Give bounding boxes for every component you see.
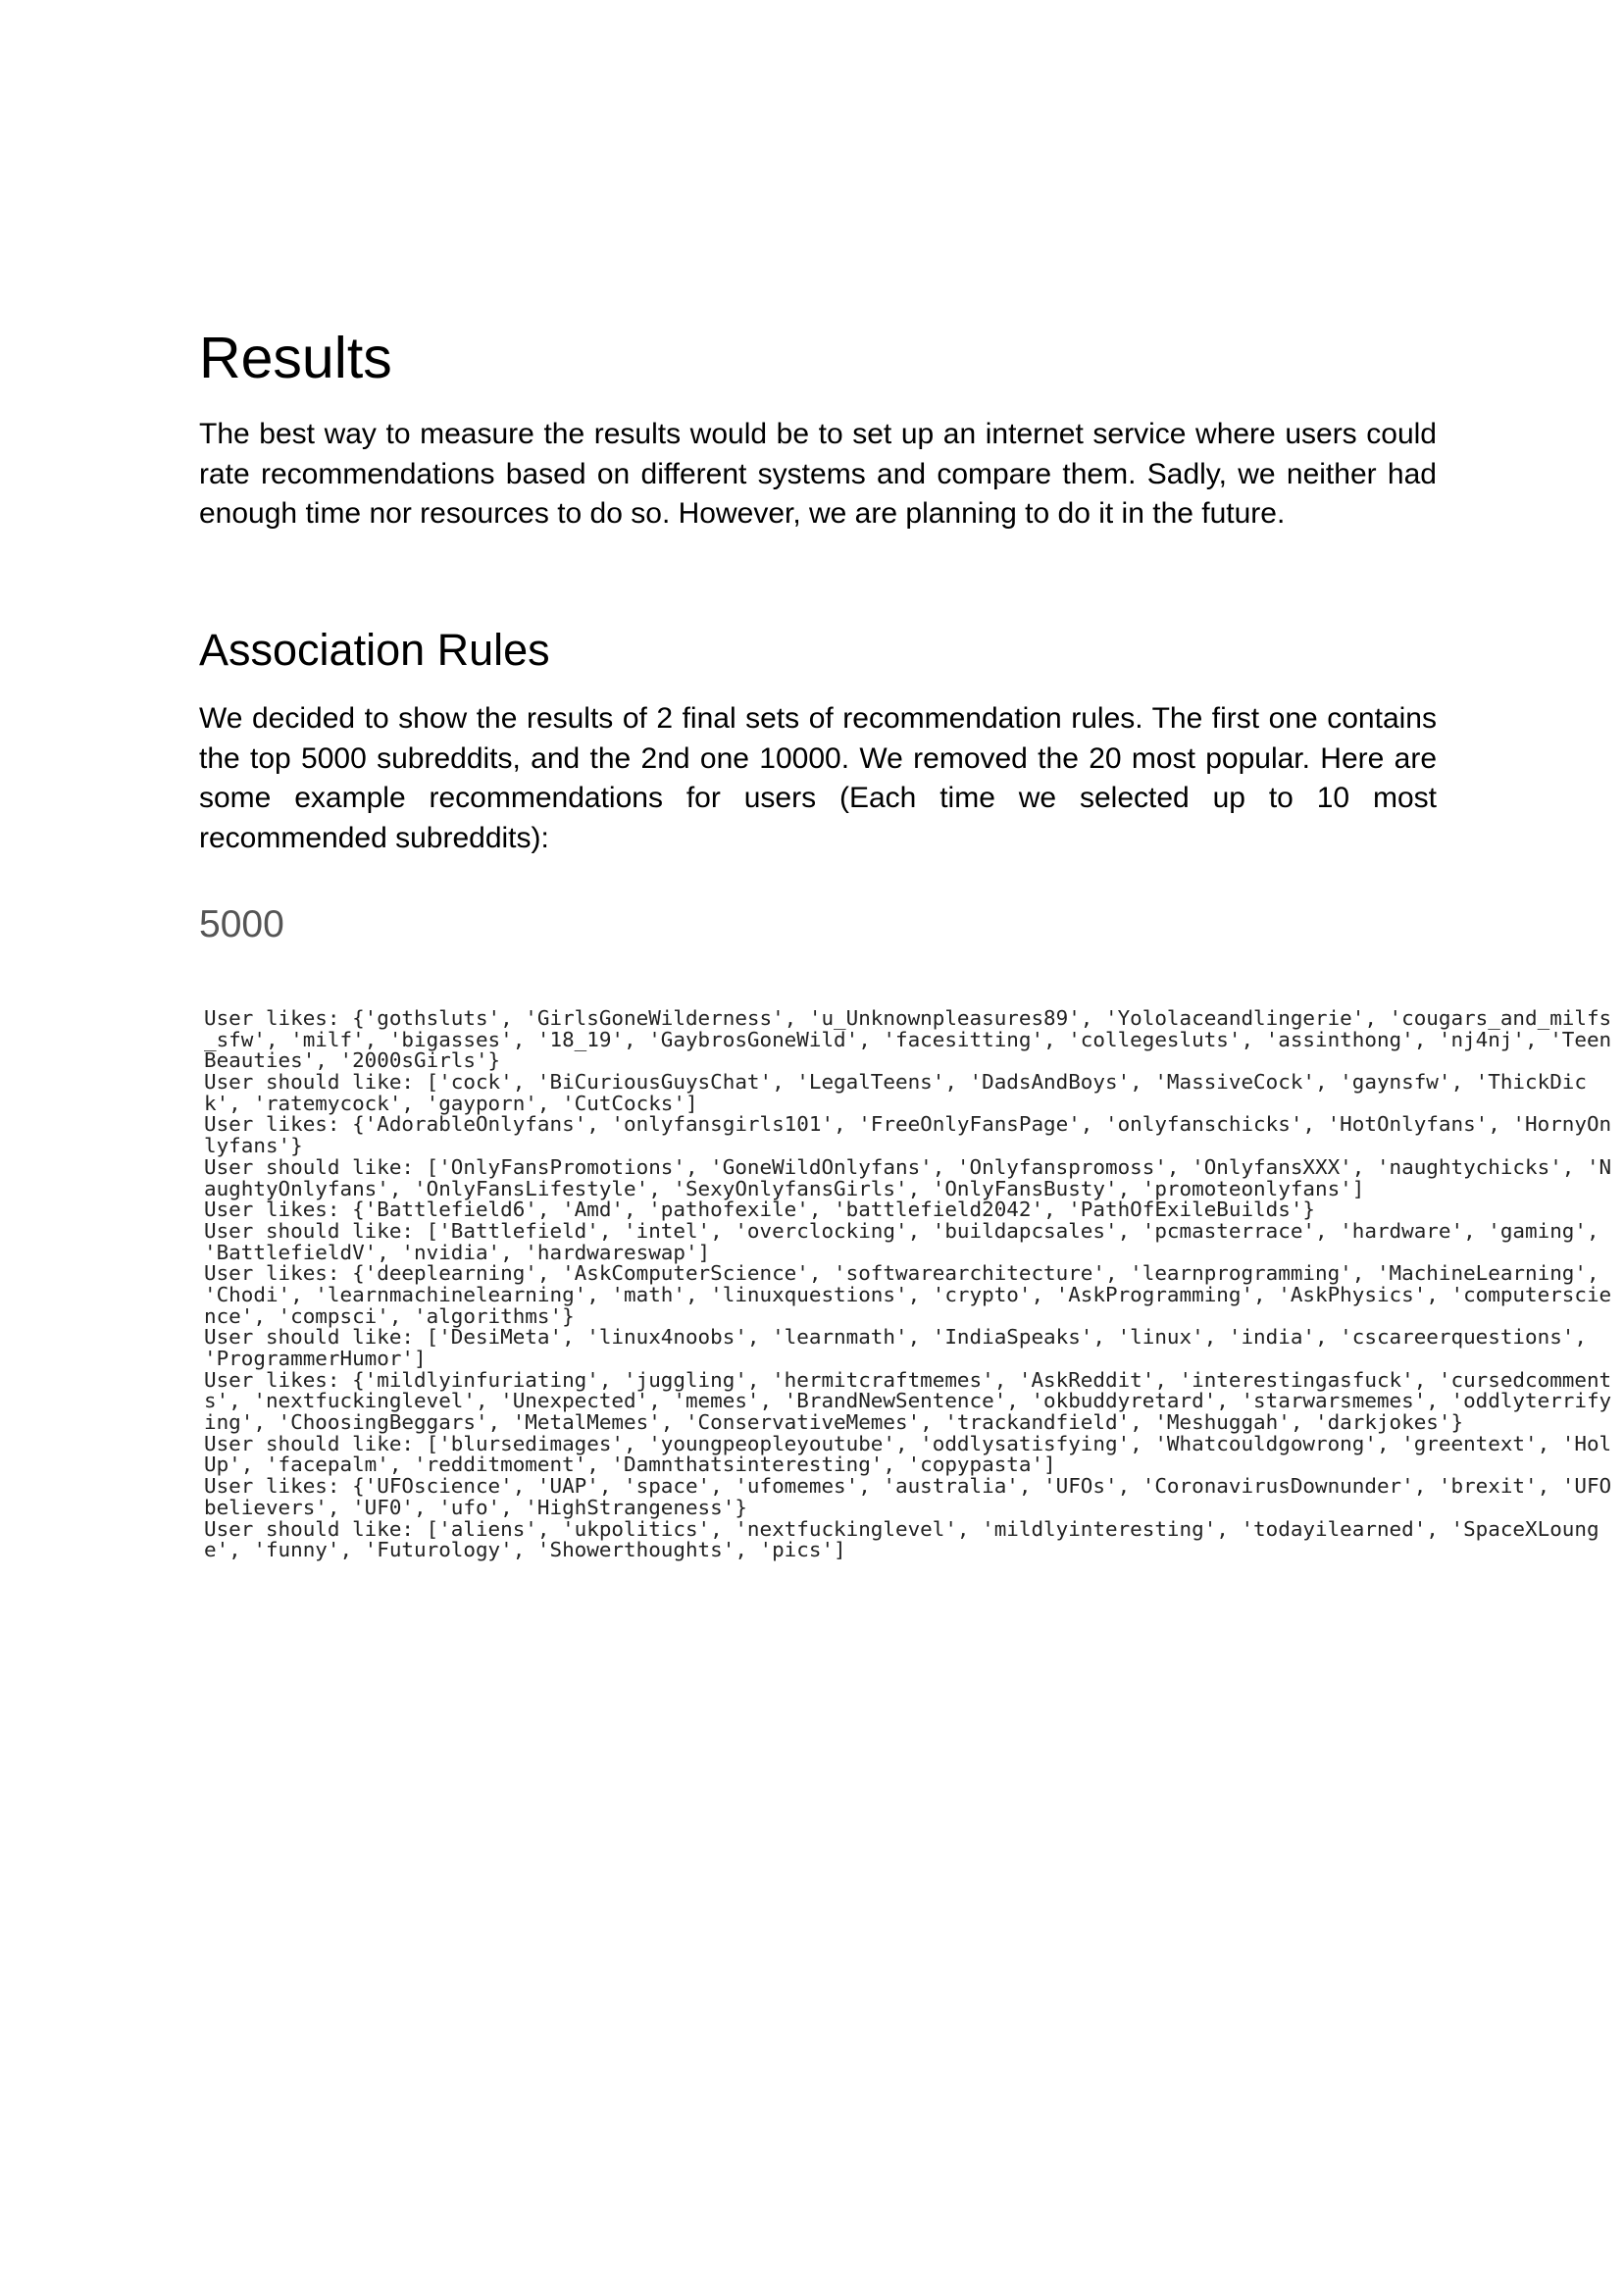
output-line: User should like: ['aliens', 'ukpolitics', 'nextfuckinglevel', 'mildlyinteresting', 'todayilearned', 'SpaceXLoung <box>204 1516 1599 1541</box>
output-line: _sfw', 'milf', 'bigasses', '18_19', 'GaybrosGoneWild', 'facesitting', 'collegesluts', 'assinthong', 'nj4nj', 'Teen <box>204 1027 1612 1051</box>
output-line: s', 'nextfuckinglevel', 'Unexpected', 'memes', 'BrandNewSentence', 'okbuddyretard', 'starwarsmemes', 'oddlyterrify <box>204 1389 1612 1413</box>
output-line: User likes: {'mildlyinfuriating', 'juggling', 'hermitcraftmemes', 'AskReddit', 'interestingasfuck', 'cursedcomment <box>204 1367 1612 1392</box>
output-line: User should like: ['OnlyFansPromotions', 'GoneWildOnlyfans', 'Onlyfanspromoss', 'OnlyfansXXX', 'naughtychicks', 'N <box>204 1154 1612 1179</box>
output-line: aughtyOnlyfans', 'OnlyFansLifestyle', 'SexyOnlyfansGirls', 'OnlyFansBusty', 'promoteonlyfans'] <box>204 1176 1365 1200</box>
output-line: User likes: {'gothsluts', 'GirlsGoneWilderness', 'u_Unknownpleasures89', 'Yololaceandlingerie', 'cougars_and_milfs <box>204 1006 1612 1030</box>
output-line: User should like: ['DesiMeta', 'linux4noobs', 'learnmath', 'IndiaSpeaks', 'linux', 'india', 'cscareerquestions', <box>204 1325 1587 1350</box>
output-line: Up', 'facepalm', 'redditmoment', 'Damnthatsinteresting', 'copypasta'] <box>204 1453 1056 1477</box>
output-line: Beauties', '2000sGirls'} <box>204 1048 501 1073</box>
output-line: lyfans'} <box>204 1134 303 1158</box>
output-line: User should like: ['Battlefield', 'intel', 'overclocking', 'buildapcsales', 'pcmasterrace', 'hardware', 'gaming', <box>204 1218 1599 1243</box>
output-line: 'BattlefieldV', 'nvidia', 'hardwareswap'] <box>204 1240 711 1264</box>
association-rules-heading: Association Rules <box>199 625 550 675</box>
results-paragraph: The best way to measure the results would be to set up an internet service where users could rate recommendations based on different systems and compare them. Sadly, we neither had enough time nor resources to do so. However, we are planning to do it in the future. <box>199 418 1437 530</box>
association-rules-paragraph: We decided to show the results of 2 final sets of recommendation rules. The first one contains the top 5000 subreddits, and the 2nd one 10000. We removed the 20 most popular. Here are some example recommendations for users (Each time we selected up to 10 most recommended subreddits): <box>199 702 1437 854</box>
recommendation-output <box>204 1008 1611 1561</box>
output-line: 'Chodi', 'learnmachinelearning', 'math', 'linuxquestions', 'crypto', 'AskProgramming', 'AskPhysics', 'computerscie <box>204 1282 1612 1306</box>
output-line: User should like: ['cock', 'BiCuriousGuysChat', 'LegalTeens', 'DadsAndBoys', 'MassiveCock', 'gaynsfw', 'ThickDic <box>204 1070 1587 1095</box>
output-line: User likes: {'Battlefield6', 'Amd', 'pathofexile', 'battlefield2042', 'PathOfExileBuilds'} <box>204 1198 1316 1222</box>
output-line: ing', 'ChoosingBeggars', 'MetalMemes', 'ConservativeMemes', 'trackandfield', 'Meshuggah', 'darkjokes'} <box>204 1410 1464 1435</box>
section-5000-heading: 5000 <box>199 903 284 945</box>
output-line: k', 'ratemycock', 'gayporn', 'CutCocks'] <box>204 1091 698 1115</box>
output-line: e', 'funny', 'Futurology', 'Showerthoughts', 'pics'] <box>204 1538 846 1562</box>
output-line: nce', 'compsci', 'algorithms'} <box>204 1303 575 1328</box>
output-line: believers', 'UF0', 'ufo', 'HighStrangeness'} <box>204 1495 747 1519</box>
output-line: User should like: ['blursedimages', 'youngpeopleyoutube', 'oddlysatisfying', 'Whatcouldgowrong', 'greentext', 'Hol <box>204 1431 1612 1455</box>
output-line: User likes: {'deeplearning', 'AskComputerScience', 'softwarearchitecture', 'learnprogramming', 'MachineLearning', <box>204 1261 1599 1286</box>
output-line: User likes: {'AdorableOnlyfans', 'onlyfansgirls101', 'FreeOnlyFansPage', 'onlyfanschicks', 'HotOnlyfans', 'HornyOn <box>204 1112 1612 1137</box>
results-heading: Results <box>199 326 392 390</box>
output-line: User likes: {'UFOscience', 'UAP', 'space', 'ufomemes', 'australia', 'UFOs', 'CoronavirusDownunder', 'brexit', 'UFO <box>204 1474 1612 1499</box>
output-line: 'ProgrammerHumor'] <box>204 1347 427 1370</box>
